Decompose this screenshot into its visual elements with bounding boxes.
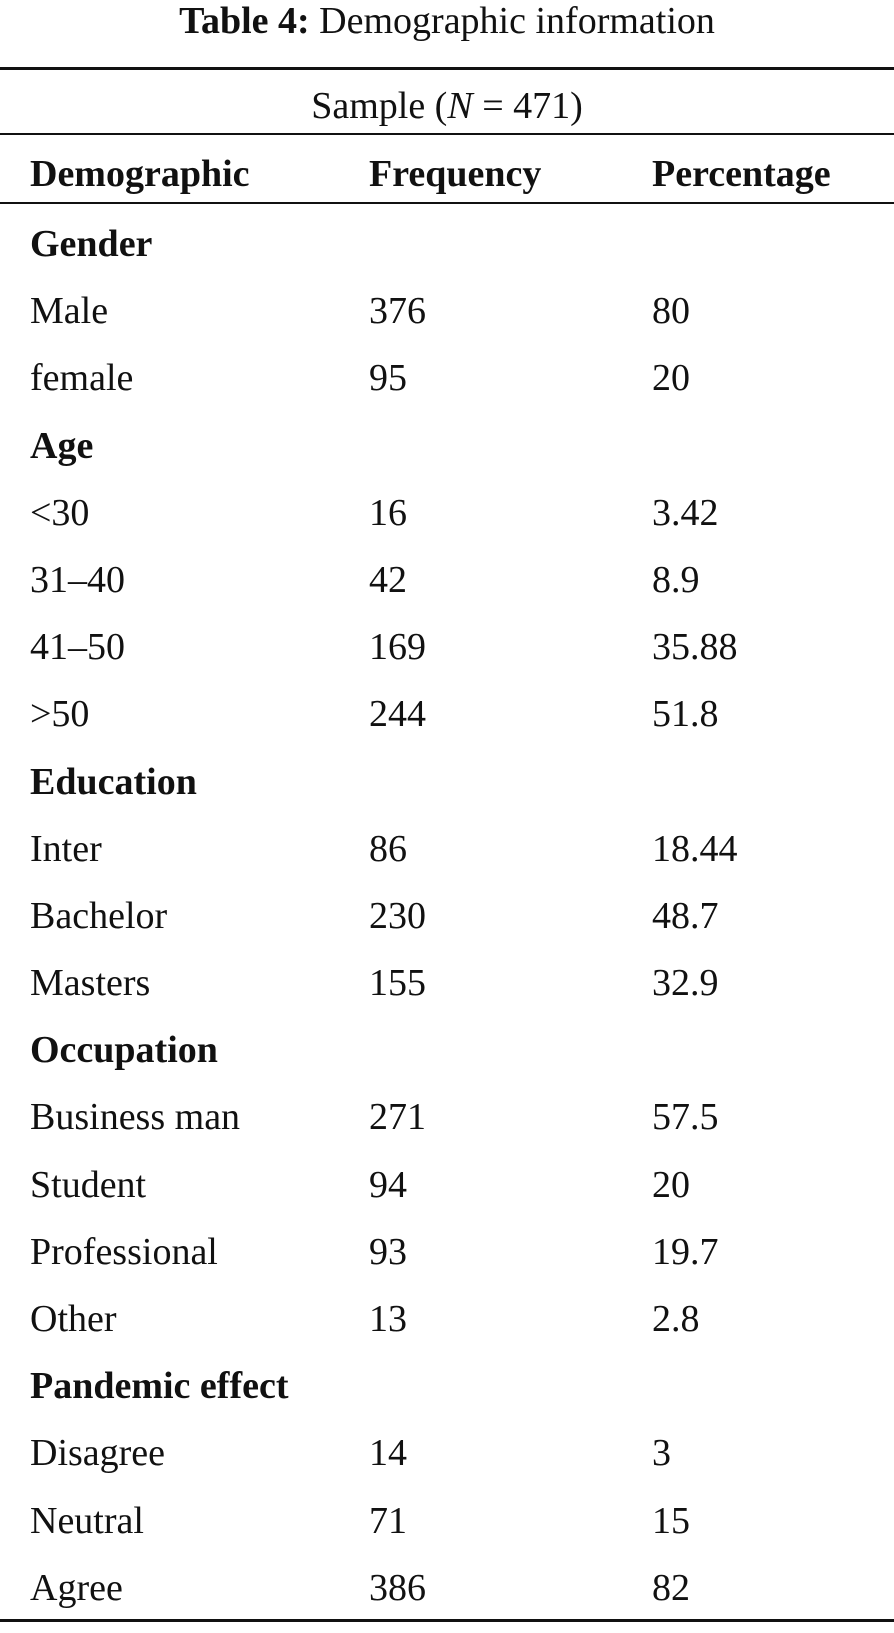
table-row bbox=[0, 1297, 894, 1364]
row-label: female bbox=[30, 357, 134, 400]
group-label: Age bbox=[30, 424, 94, 467]
table-row bbox=[0, 894, 894, 961]
percentage-cell: 80 bbox=[652, 290, 690, 333]
percentage-cell: 51.8 bbox=[652, 693, 719, 736]
row-label: Professional bbox=[30, 1230, 218, 1273]
row-label: Disagree bbox=[30, 1432, 166, 1475]
table-row bbox=[0, 961, 894, 1028]
sample-prefix: Sample ( bbox=[311, 85, 448, 127]
frequency-cell: 16 bbox=[369, 491, 407, 534]
percentage-cell: 82 bbox=[652, 1566, 690, 1609]
header-percentage: Percentage bbox=[652, 153, 831, 195]
sample-n-value: = 471) bbox=[472, 85, 583, 127]
table-caption bbox=[0, 0, 894, 46]
table-header bbox=[0, 152, 894, 200]
percentage-cell: 3.42 bbox=[652, 491, 719, 534]
table-row bbox=[0, 1095, 894, 1162]
group-header-row bbox=[0, 1364, 894, 1431]
group-header-row bbox=[0, 424, 894, 491]
percentage-cell: 48.7 bbox=[652, 894, 719, 937]
frequency-cell: 14 bbox=[369, 1432, 407, 1475]
frequency-cell: 13 bbox=[369, 1298, 407, 1340]
header-demographic: Demographic bbox=[30, 153, 250, 195]
row-label: Inter bbox=[30, 827, 102, 870]
row-label: 31–40 bbox=[30, 558, 125, 601]
frequency-cell: 42 bbox=[369, 558, 407, 601]
table-body bbox=[0, 222, 894, 1633]
row-label: Masters bbox=[30, 962, 151, 1005]
frequency-cell: 94 bbox=[369, 1163, 407, 1206]
percentage-cell: 32.9 bbox=[652, 962, 719, 1005]
frequency-cell: 169 bbox=[369, 626, 426, 669]
frequency-cell: 244 bbox=[369, 693, 426, 736]
table-row bbox=[0, 827, 894, 894]
table-row bbox=[0, 1230, 894, 1297]
row-label: Male bbox=[30, 290, 109, 333]
percentage-cell: 2.8 bbox=[652, 1298, 700, 1340]
frequency-cell: 71 bbox=[369, 1499, 407, 1542]
table-row bbox=[0, 356, 894, 423]
frequency-cell: 93 bbox=[369, 1230, 407, 1273]
frequency-cell: 230 bbox=[369, 894, 426, 937]
table-row bbox=[0, 558, 894, 625]
percentage-cell: 3 bbox=[652, 1432, 671, 1475]
top-rule bbox=[0, 67, 894, 70]
table-number: Table 4: bbox=[179, 0, 310, 42]
group-header-row bbox=[0, 222, 894, 289]
percentage-cell: 20 bbox=[652, 357, 690, 400]
group-header-row bbox=[0, 760, 894, 827]
frequency-cell: 386 bbox=[369, 1566, 426, 1609]
table-row bbox=[0, 491, 894, 558]
percentage-cell: 8.9 bbox=[652, 558, 700, 601]
group-header-row bbox=[0, 1028, 894, 1095]
percentage-cell: 57.5 bbox=[652, 1096, 719, 1139]
row-label: Business man bbox=[30, 1096, 241, 1139]
frequency-cell: 271 bbox=[369, 1096, 426, 1139]
table-row bbox=[0, 692, 894, 759]
bottom-rule bbox=[0, 1619, 894, 1622]
percentage-cell: 15 bbox=[652, 1499, 690, 1542]
percentage-cell: 20 bbox=[652, 1163, 690, 1206]
group-label: Occupation bbox=[30, 1029, 218, 1072]
row-label: >50 bbox=[30, 693, 90, 736]
group-label: Pandemic effect bbox=[30, 1365, 289, 1408]
percentage-cell: 35.88 bbox=[652, 626, 738, 669]
group-label: Gender bbox=[30, 223, 153, 265]
table-row bbox=[0, 1163, 894, 1230]
row-label: Neutral bbox=[30, 1499, 144, 1542]
percentage-cell: 18.44 bbox=[652, 827, 738, 870]
header-rule bbox=[0, 202, 894, 204]
frequency-cell: 376 bbox=[369, 290, 426, 333]
sample-size-row bbox=[0, 84, 894, 128]
table-row bbox=[0, 1431, 894, 1498]
frequency-cell: 155 bbox=[369, 962, 426, 1005]
frequency-cell: 86 bbox=[369, 827, 407, 870]
row-label: <30 bbox=[30, 491, 90, 534]
row-label: Bachelor bbox=[30, 894, 168, 937]
table-row bbox=[0, 1566, 894, 1633]
row-label: Other bbox=[30, 1298, 117, 1340]
header-frequency: Frequency bbox=[369, 153, 542, 195]
sample-rule bbox=[0, 133, 894, 135]
sample-n-symbol: N bbox=[447, 85, 473, 127]
percentage-cell: 19.7 bbox=[652, 1230, 719, 1273]
table-row bbox=[0, 289, 894, 356]
row-label: Student bbox=[30, 1163, 147, 1206]
frequency-cell: 95 bbox=[369, 357, 407, 400]
row-label: Agree bbox=[30, 1566, 123, 1609]
group-label: Education bbox=[30, 760, 197, 803]
table-row bbox=[0, 1499, 894, 1566]
table-row bbox=[0, 625, 894, 692]
table-title: Demographic information bbox=[319, 0, 715, 42]
row-label: 41–50 bbox=[30, 626, 125, 669]
